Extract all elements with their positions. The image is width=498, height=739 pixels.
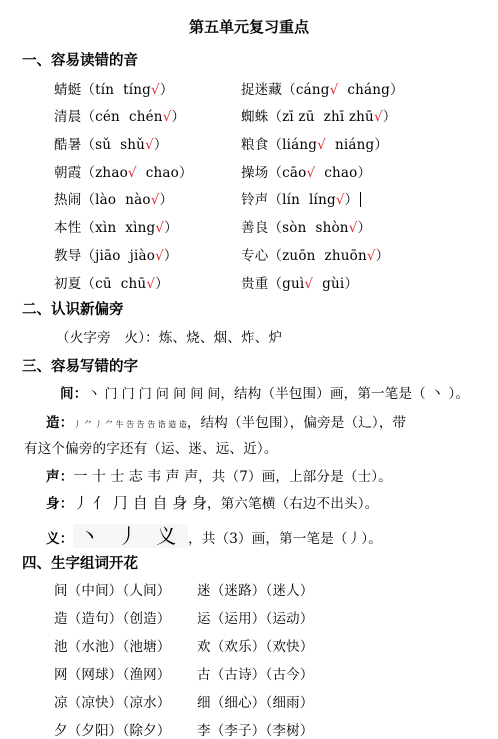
pinyin-item [54,133,168,153]
pinyin-option: cáng [295,82,330,98]
spacer [137,165,146,181]
char-line-sheng [46,465,392,486]
stroke-order: 丶 丿 义 [73,524,188,548]
check-mark: √ [151,82,160,98]
word: 蜘蛛 [241,109,269,125]
bracket: （ [268,248,283,264]
word: 铃声 [241,192,269,208]
bracket: ） [153,137,168,153]
page-title: 第五单元复习重点 [188,18,309,36]
bracket: ） [374,137,389,153]
word-group-item: 凉（凉快）（凉水） [54,695,171,711]
spacer [114,82,123,98]
pinyin-option: chén [128,109,163,125]
word: 粮食 [241,137,269,153]
pinyin-option: jiào [129,248,156,264]
spacer [120,109,129,125]
word: 酷暑 [54,137,82,153]
word-group-item: 欢（欢乐）（欢快） [197,639,314,655]
pinyin-item [241,272,358,292]
pinyin-item [54,244,178,264]
bracket: ） [159,192,174,208]
pinyin-option: lào [95,192,117,208]
stroke-order: 一 十 士 志 韦 声 声 [73,469,199,485]
word-group-item: 运（运用）（运动） [197,611,314,627]
bracket: ） [159,82,174,98]
pinyin-option: sǔ [95,137,112,153]
bracket: （ [81,276,96,292]
pinyin-option: cāo [282,165,307,181]
pinyin-option: chao [145,165,179,181]
word-group-item: 造（造句）（创造） [54,611,171,627]
bracket: （ [268,109,283,125]
pinyin-option: tín [95,82,115,98]
section-heading-1: 一、容易读错的音 [22,53,138,69]
char-label: 间： [60,386,88,402]
spacer [300,192,309,208]
char-label: 身： [46,496,74,512]
spacer [315,165,324,181]
pinyin-option: niáng [334,137,375,153]
spacer [112,276,121,292]
check-mark: √ [145,137,154,153]
bracket: （ [81,220,96,236]
pinyin-item [241,216,371,236]
pinyin-option: zī zū [282,109,315,125]
char-label: 声： [46,469,74,485]
check-mark: √ [348,220,358,236]
word: 贵重 [241,276,269,292]
section-heading-4: 四、生字组词开花 [22,556,138,572]
pinyin-item [241,188,361,208]
pinyin-option: sòn [282,220,307,236]
check-mark: √ [127,165,137,181]
spacer [116,192,125,208]
pinyin-option: shòn [315,220,349,236]
spacer [316,248,325,264]
bracket: ） [155,276,169,292]
bracket: ） [344,192,359,208]
word: 初夏 [54,276,82,292]
pinyin-option: zuōn [282,248,316,264]
pinyin-option: cū [95,276,112,292]
pinyin-option: guì [282,276,305,292]
bracket: （ [81,109,96,125]
pinyin-option: chao [324,165,358,181]
bracket: （ [282,82,296,98]
word-group-item: 间（中间）（人间） [54,583,171,599]
check-mark: √ [329,82,339,98]
check-mark: √ [155,220,165,236]
bracket: ） [390,82,404,98]
char-line-zao [46,411,406,431]
pinyin-option: chū [120,276,147,292]
word-group-item: 迷（迷路）（迷人） [197,583,314,599]
check-mark: √ [366,248,376,264]
spacer [315,109,324,125]
bracket: ） [357,220,372,236]
pinyin-item [54,216,178,236]
char-line-zao-2: 有这个偏旁的字还有（运、迷、远、近）。 [24,441,278,457]
check-mark: √ [306,165,316,181]
pinyin-item [54,188,173,208]
bracket: （ [81,165,96,181]
char-note: ，第六笔横（右边不出头）。 [207,496,379,512]
bracket: （ [268,137,283,153]
bracket: （ [268,276,283,292]
pinyin-option: zhao [95,165,128,181]
pinyin-option: cháng [347,82,390,98]
pinyin-option: zhī zhū [323,109,374,125]
pinyin-option: lín [282,192,301,208]
bracket: （ [81,248,96,264]
pinyin-option: liáng [282,137,318,153]
char-label: 造： [46,415,74,431]
spacer [313,276,322,292]
char-line-yi [46,520,382,549]
check-mark: √ [146,276,156,292]
pinyin-option: nào [125,192,151,208]
word: 操场 [241,165,269,181]
pinyin-option: líng [309,192,336,208]
word-group-item: 夕（夕阳）（除夕） [54,723,171,739]
section-heading-2: 二、认识新偏旁 [22,302,124,318]
char-label: 义： [46,531,74,547]
bracket: ） [163,248,178,264]
spacer [326,137,335,153]
word: 蜻蜓 [54,82,82,98]
word-group-item: 李（李子）（李树） [197,723,314,739]
word-group-item: 古（古诗）（古今） [197,667,314,683]
pinyin-option: tíng [123,82,152,98]
pinyin-item [54,161,193,181]
pinyin-item [241,78,404,98]
char-note: ，共（7）画，上部分是（士）。 [198,469,392,485]
bracket: ） [382,109,397,125]
char-note: ，结构（半包围）画，第一笔是（ 丶 ）。 [220,386,470,402]
word: 教导 [54,248,82,264]
spacer [121,248,130,264]
pinyin-item [241,105,396,125]
pinyin-option: shǔ [120,137,146,153]
word-group-item: 网（网球）（渔网） [54,667,171,683]
section-heading-3: 三、容易写错的字 [22,359,138,375]
word: 朝霞 [54,165,82,181]
pinyin-option: xìng [125,220,156,236]
char-note: ，结构（半包围），偏旁是（辶），带 [186,415,407,431]
check-mark: √ [162,109,172,125]
word-group-item: 细（细心）（细雨） [197,695,314,711]
pinyin-option: gùi [322,276,345,292]
pinyin-option: xìn [95,220,117,236]
bracket: ） [344,276,359,292]
char-line-shen [46,492,378,513]
pinyin-option: zhuōn [324,248,367,264]
bracket: （ [81,192,96,208]
pinyin-item [54,105,185,125]
text-cursor [360,192,361,207]
word: 专心 [241,248,269,264]
radical-line: （火字旁 火）：炼、烧、烟、炸、炉 [56,330,283,346]
pinyin-item [54,78,174,98]
bracket: （ [268,192,283,208]
pinyin-item [241,133,388,153]
bracket: （ [268,165,283,181]
char-note: ，共（3）画，第一笔是（丿）。 [188,531,382,547]
check-mark: √ [304,276,314,292]
check-mark: √ [155,248,164,264]
bracket: ） [164,220,178,236]
stroke-order: 丿 亻 ⺆ 自 自 身 身 [73,494,208,512]
spacer [111,137,120,153]
check-mark: √ [317,137,326,153]
pinyin-item [241,244,389,264]
word: 热闹 [54,192,82,208]
word-group-item: 池（水池）（池塘） [54,639,171,655]
check-mark: √ [150,192,160,208]
pinyin-option: jiāo [95,248,121,264]
word: 捉迷藏 [241,82,283,98]
bracket: ） [171,109,186,125]
word: 善良 [241,220,269,236]
bracket: （ [81,137,96,153]
char-line-jian [60,382,469,402]
check-mark: √ [335,192,345,208]
spacer [338,82,347,98]
bracket: ） [375,248,390,264]
bracket: （ [81,82,96,98]
check-mark: √ [373,109,383,125]
stroke-order: 丿 ⺈ 丿 ⺈ 牛 告 告 告 诰 造 造 [73,420,187,429]
stroke-order: 丶 门 门 门 问 间 间 间 [87,387,221,402]
bracket: （ [268,220,283,236]
pinyin-item [54,272,169,292]
pinyin-item [241,161,371,181]
word: 清晨 [54,109,82,125]
bracket: ） [357,165,372,181]
spacer [116,220,125,236]
bracket: ） [178,165,193,181]
word: 本性 [54,220,82,236]
pinyin-option: cén [95,109,120,125]
